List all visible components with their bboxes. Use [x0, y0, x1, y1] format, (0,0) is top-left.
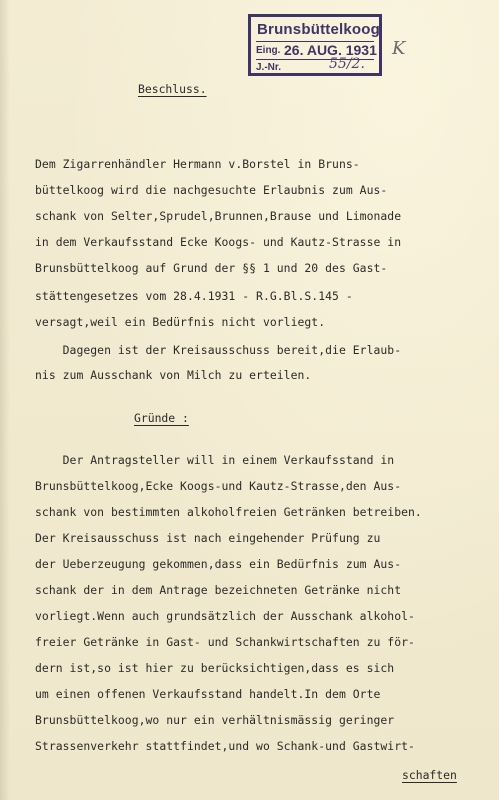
- decision-line: versagt,weil ein Bedürfnis nicht vorliegt.: [35, 315, 326, 329]
- reasons-line: schank von bestimmten alkoholfreien Getränken betreiben.: [35, 505, 422, 519]
- page-edge-shadow: [0, 0, 10, 800]
- decision-line: in dem Verkaufsstand Ecke Koogs- und Kautz-Strasse in: [35, 235, 402, 249]
- stamp-jnr-value: 55/2.: [329, 56, 365, 72]
- stamp-jnr-label: J.-Nr.: [256, 62, 282, 73]
- decision-line: schank von Selter,Sprudel,Brunnen,Brause und Limonade: [35, 209, 402, 223]
- reasons-heading: Gründe :: [134, 411, 189, 425]
- stamp-title: Brunsbüttelkoog: [257, 21, 380, 38]
- decision-line: stättengesetzes vom 28.4.1931 - R.G.Bl.S.145 -: [35, 289, 353, 303]
- reasons-line: freier Getränke in Gast- und Schankwirtschaften zu för-: [35, 635, 415, 649]
- catchword: schaften: [402, 768, 457, 782]
- reasons-line: schank der in dem Antrage bezeichneten Getränke nicht: [35, 583, 402, 597]
- decision-line: Dagegen ist der Kreisausschuss bereit,die Erlaub-: [35, 343, 402, 357]
- reasons-line: der Ueberzeugung gekommen,dass ein Bedürfnis zum Aus-: [35, 557, 402, 571]
- reasons-line: um einen offenen Verkaufsstand handelt.In dem Orte: [35, 687, 381, 701]
- received-stamp: [248, 14, 382, 76]
- decision-line: Dem Zigarrenhändler Hermann v.Borstel in Bruns-: [35, 157, 360, 171]
- decision-line: büttelkoog wird die nachgesuchte Erlaubnis zum Aus-: [35, 183, 388, 197]
- reasons-line: Der Antragsteller will in einem Verkaufsstand in: [35, 453, 395, 467]
- reasons-line: Der Kreisausschuss ist nach eingehender Prüfung zu: [35, 531, 381, 545]
- reasons-line: Brunsbüttelkoog,Ecke Koogs-und Kautz-Strasse,den Aus-: [35, 479, 402, 493]
- stamp-eing-label: Eing.: [256, 45, 281, 56]
- reasons-line: vorliegt.Wenn auch grundsätzlich der Ausschank alkohol-: [35, 609, 415, 623]
- pencil-annotation: K: [392, 38, 406, 59]
- document-heading: Beschluss.: [138, 82, 207, 96]
- decision-line: nis zum Ausschank von Milch zu erteilen.: [35, 368, 312, 382]
- reasons-line: dern ist,so ist hier zu berücksichtigen,dass es sich: [35, 661, 395, 675]
- decision-line: Brunsbüttelkoog auf Grund der §§ 1 und 20 des Gast-: [35, 261, 388, 275]
- stamp-date: 26. AUG. 1931: [284, 42, 377, 58]
- reasons-line: Strassenverkehr stattfindet,und wo Schank-und Gastwirt-: [35, 739, 415, 753]
- reasons-line: Brunsbüttelkoog,wo nur ein verhältnismässig geringer: [35, 713, 395, 727]
